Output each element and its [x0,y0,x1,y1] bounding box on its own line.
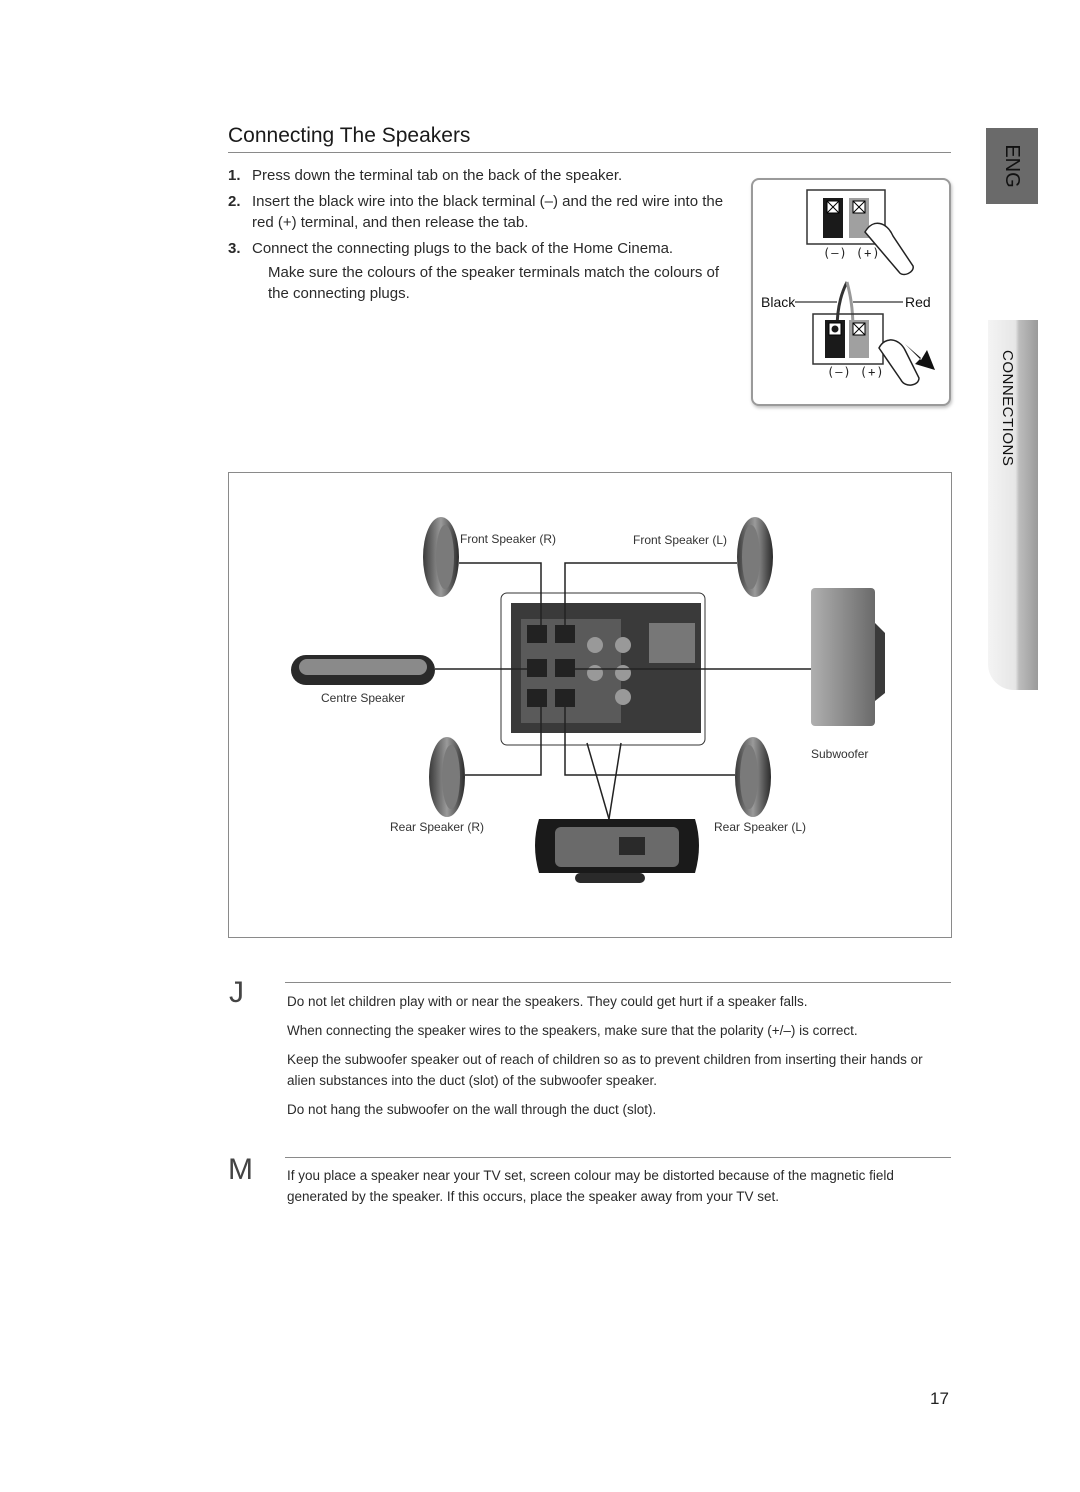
section-tab [988,320,1038,690]
step-number: 1. [228,167,241,184]
rear-speaker-left-label: Rear Speaker (L) [714,820,807,834]
language-tab [986,128,1038,204]
rear-speaker-left-icon [735,737,771,817]
note-divider [285,1157,951,1158]
step-text: Press down the terminal tab on the back of the speaker. [252,167,623,184]
terminal-illustration [751,178,951,406]
caution-line-2: When connecting the speaker wires to the speakers, make sure that the polarity (+/–) is correct. [287,1023,858,1038]
connection-diagram-drawing [229,473,951,937]
front-speaker-left-label: Front Speaker (L) [633,533,728,547]
step-3-note: Make sure the colours of the speaker terminals match the colours of the connecting plugs. [268,264,720,302]
caution-line-4: Do not hang the subwoofer on the wall through the duct (slot). [287,1102,657,1117]
rear-speaker-right-label: Rear Speaker (R) [390,820,485,834]
step-1 [228,165,728,186]
centre-speaker-icon [291,655,435,685]
subwoofer-icon [811,588,885,726]
caution-divider [285,982,951,983]
caution-line-3: Keep the subwoofer speaker out of reach of children so as to prevent children from inserting their hands or alien substances into the duct (slot) of the subwoofer speaker. [287,1052,923,1088]
title-divider [228,152,951,153]
front-speaker-left-icon [737,517,773,597]
caution-icon: J [229,976,244,1009]
red-wire-label: Red [905,294,931,310]
page-title: Connecting The Speakers [228,124,471,147]
language-tab-label: ENG [1001,144,1023,188]
page-number: 17 [930,1389,949,1408]
black-wire-label: Black [761,294,796,310]
front-speaker-right-icon [423,517,459,597]
step-text: Insert the black wire into the black terminal (–) and the red wire into the red (+) terminal, and then release the tab. [252,193,724,231]
speaker-connection-diagram [228,472,952,938]
step-2 [228,191,728,233]
note-line-1: If you place a speaker near your TV set, screen colour may be distorted because of the magnetic field generated by the speaker. If this occurs, place the speaker away from your TV set. [287,1168,894,1204]
step-3 [228,238,728,259]
note-icon: M [228,1153,253,1186]
step-text: Connect the connecting plugs to the back of the Home Cinema. [252,240,674,257]
step-number: 2. [228,193,241,210]
front-speaker-right-label: Front Speaker (R) [460,532,557,546]
caution-line-1: Do not let children play with or near the speakers. They could get hurt if a speaker falls. [287,994,808,1009]
polarity-label-bottom: (–) (+) [827,365,885,379]
section-tab-label: CONNECTIONS [999,350,1016,467]
polarity-label-top: (–) (+) [823,246,881,260]
rear-speaker-right-icon [429,737,465,817]
subwoofer-label: Subwoofer [811,747,869,761]
step-number: 3. [228,240,241,257]
centre-speaker-label: Centre Speaker [321,691,406,705]
wireless-receiver-icon [535,819,699,883]
